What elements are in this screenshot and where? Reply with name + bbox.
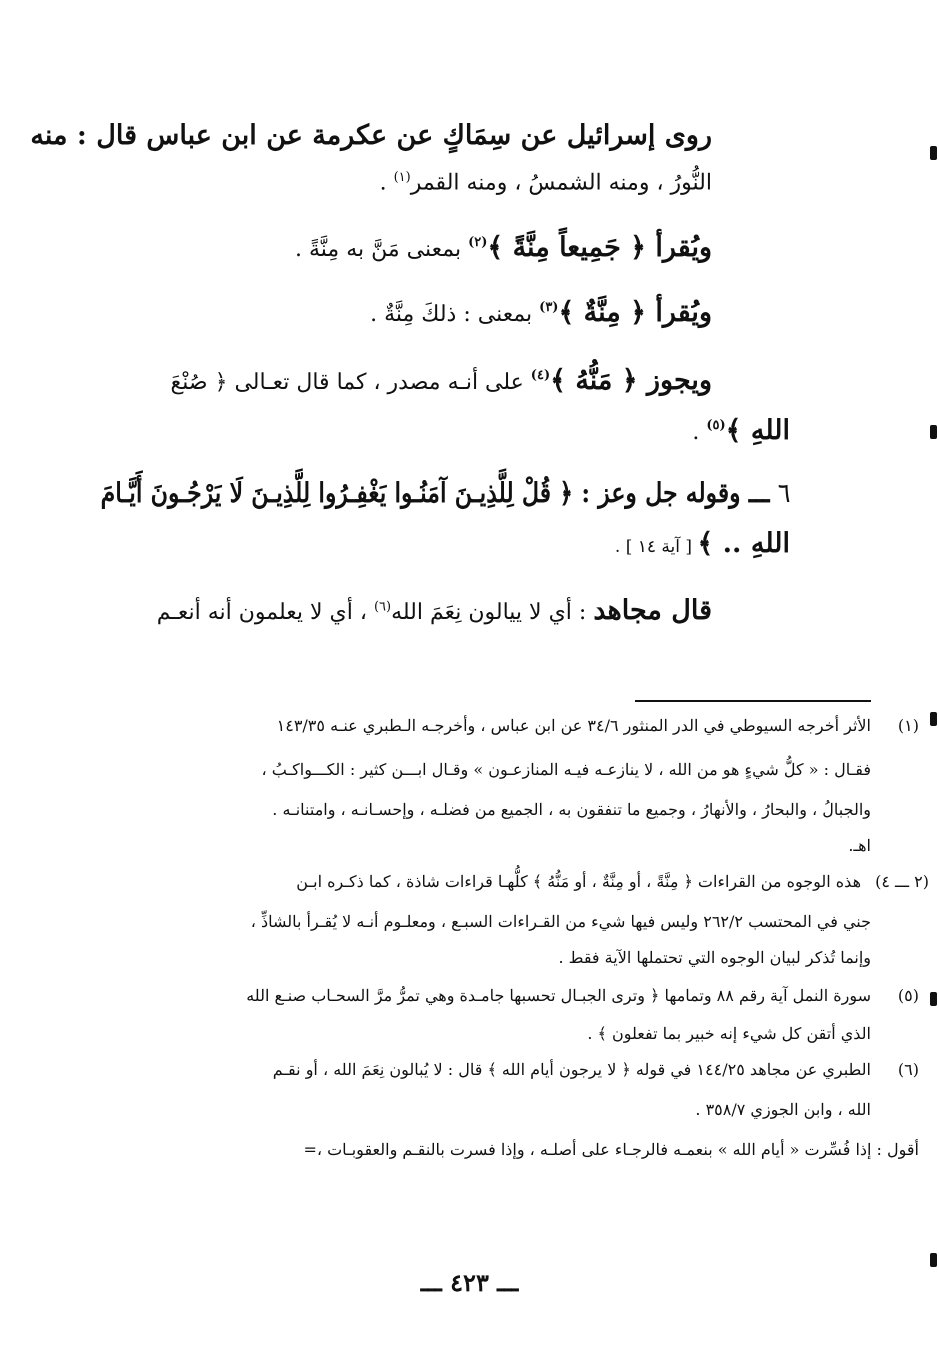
- text-run: النُّورُ ، ومنه الشمسُ ، ومنه القمر: [410, 170, 712, 196]
- footnote-line: الله ، وابن الجوزي ٣٥٨/٧ .: [695, 1100, 871, 1119]
- footnote-ref[interactable]: (٢): [468, 235, 488, 250]
- margin-mark: [930, 712, 937, 726]
- margin-mark: [930, 992, 937, 1006]
- footnote-ref[interactable]: (١): [393, 170, 411, 185]
- text-run: بمعنى : ذلكَ مِنَّةٌ .: [370, 302, 540, 327]
- footnote-number: (٢ ـــ ٤): [875, 872, 929, 891]
- footnote-line: فقـال : « كلُّ شيءٍ هو من الله ، لا ينازعـه فيـه المنازعـون » وقـال ابـــن كثير : الكـــواكـبُ ،: [261, 760, 871, 779]
- text-run: روى إسرائيل عن سِمَاكٍ عن عكرمة عن ابن عباس قال : منه: [30, 120, 712, 151]
- text-run: ويُقرأ ﴿ مِنَّةٌ ﴾: [558, 297, 712, 328]
- margin-mark: [930, 1253, 937, 1267]
- text-run: وقوله جل وعز : ﴿ قُلْ لِلَّذِيـنَ آمَنُـوا يَغْفِـرُوا لِلَّذِيـنَ لَا يَرْجُـونَ أَيَّـامَ: [100, 478, 741, 509]
- footnote-line: جني في المحتسب ٢٦٢/٢ وليس فيها شيء من القـراءات السبـع ، ومعلـوم أنـه لا يُقـرأ بالشاذِّ ،: [250, 912, 871, 931]
- footnote-line: والجبالُ ، والبحارُ ، والأنهارُ ، وجميع ما تنفقون به ، الجميع من فضلـه ، وإحسـانـه ، وامتنانـه .: [272, 800, 871, 819]
- verse-reference: [ آية ١٤ ] .: [614, 537, 698, 557]
- speaker-name: قال مجاهد: [593, 595, 712, 626]
- text-run: .: [379, 170, 394, 196]
- text-run: بمعنى مَنَّ به مِنَّةً .: [295, 237, 469, 262]
- footnote-number: (١): [897, 716, 919, 735]
- footnote-number: (٥): [897, 986, 919, 1005]
- footnote-line: الذي أتقن كل شيء إنه خبير بما تفعلون ﴾ .: [587, 1024, 871, 1043]
- footnote-line: اهـ.: [848, 836, 871, 855]
- footnote-continuation: أقول : إذا فُسِّرت « أيام الله » بنعمـه فالرجـاء على أصلـه ، وإذا فسرت بالنقـم والعقوبـات ،=: [303, 1140, 919, 1159]
- item-number: ٦: [777, 478, 790, 509]
- text-run: : أي لا ييالون نِعَمَ الله: [391, 600, 594, 625]
- footnote-number: (٦): [897, 1060, 919, 1079]
- text-run: اللهِ ﴾: [725, 415, 790, 446]
- text-run: اللهِ .. ﴾: [697, 528, 790, 559]
- footnote-ref[interactable]: (٦): [373, 599, 392, 615]
- footnote-ref[interactable]: (٤): [530, 368, 551, 383]
- footnote-line: هذه الوجوه من القراءات ﴿ مِنَّةً ، أو مِنَّةٌ ، أو مَنُّهُ ﴾ كلُّهـا قراءات شاذة ، كما ذكـره ابـن: [296, 872, 861, 891]
- margin-mark: [930, 146, 937, 160]
- footnote-ref[interactable]: (٣): [539, 300, 559, 315]
- item-dash: ـــ: [748, 478, 770, 509]
- text-run: ويُقرأ ﴿ جَمِيعاً مِنَّةً ﴾: [487, 232, 712, 263]
- footnotes: [120, 0, 929, 1180]
- footnote-ref[interactable]: (٥): [706, 418, 726, 433]
- text-run: ويجوز ﴿ مَنُّهُ ﴾: [550, 365, 712, 396]
- text-run: .: [692, 420, 707, 445]
- margin-mark: [930, 425, 937, 439]
- text-run: على أنـه مصدر ، كما قال تعـالى ﴿ صُنْعَ: [170, 370, 531, 395]
- page-number: ـــ ٤٢٣ ـــ: [420, 1268, 519, 1297]
- footnote-line: الأثر أخرجه السيوطي في الدر المنثور ٣٤/٦ عن ابن عباس ، وأخرجـه الـطبري عنـه ١٤٣/٣٥: [276, 716, 871, 735]
- footnote-line: سورة النمل آية رقم ٨٨ وتمامها ﴿ وترى الجبـال تحسبها جامـدة وهي تمرُّ مرَّ السحـاب صنـع الله: [246, 986, 871, 1005]
- footnote-line: الطبري عن مجاهد ١٤٤/٢٥ في قوله ﴿ لا يرجون أيام الله ﴾ قال : لا يُبالون نِعَمَ الله ، أو نقـم: [272, 1060, 871, 1079]
- text-run: ، أي لا يعلمون أنه أنعـم: [156, 600, 374, 625]
- footnote-line: وإنما تُذكر لبيان الوجوه التي تحتملها الآية فقط .: [558, 948, 871, 967]
